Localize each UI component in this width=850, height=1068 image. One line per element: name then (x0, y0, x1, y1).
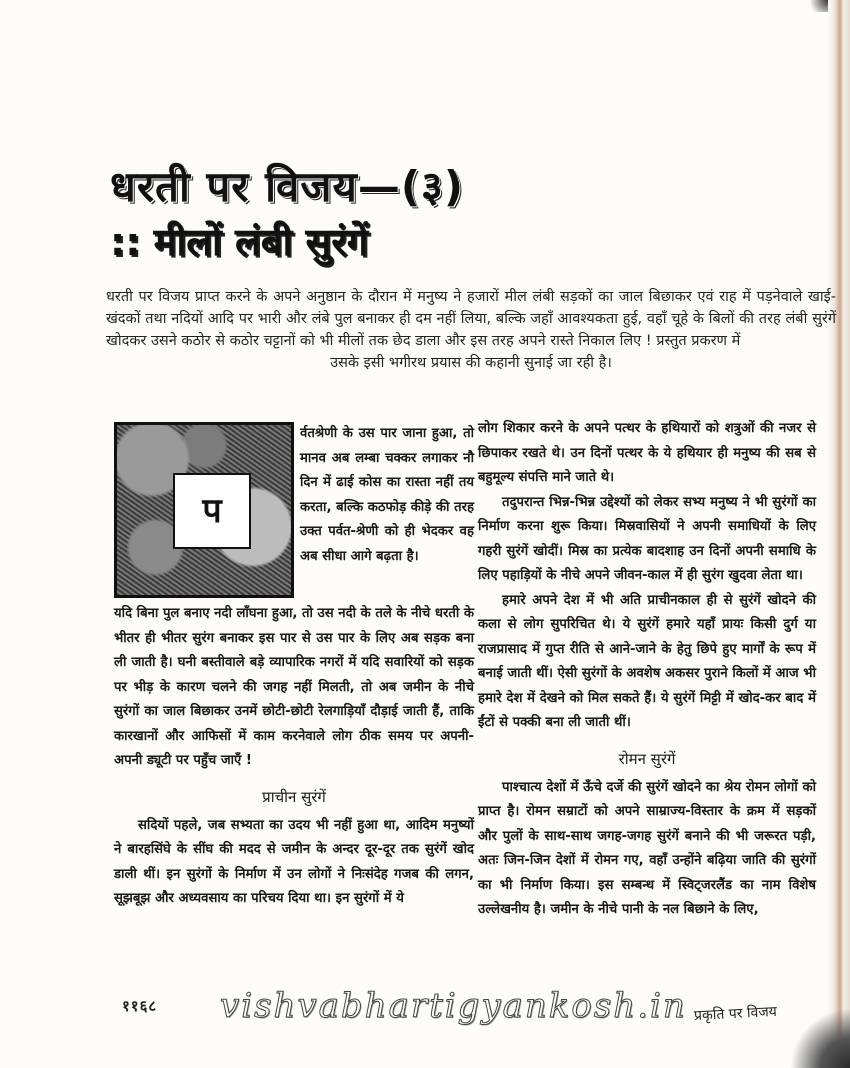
dropcap-illustration (114, 422, 294, 598)
left-paragraph-2: यदि बिना पुल बनाए नदी लाँघना हुआ, तो उस नदी के तले के नीचे धरती के भीतर ही भीतर सुरंग बनाकर इस पार से उस पार के लिए अब सड़क बना ली जाती है। घनी बस्तीवाले बड़े व्यापारिक नगरों में यदि सवारियों को सड़क पर भीड़ के कारण चलने की जगह नहीं मिलती, तो अब जमीन के नीचे सुरंगों का जाल बिछाकर उनमें छोटी-छोटी रेलगाड़ियाँ दौड़ाई जाती हैं, ताकि कारखानों और आफिसों में काम करनेवाले लोग ठीक समय पर अपनी-अपनी ड्यूटी पर पहुँच जाएँ ! (114, 606, 474, 768)
watermark: vishvabhartigyankosh.in (220, 986, 687, 1026)
right-column (478, 417, 816, 923)
page-binding-edge (828, 0, 850, 1068)
page-corner-shadow-top (808, 0, 828, 12)
left-paragraph-3: सदियों पहले, जब सभ्यता का उदय भी नहीं हुआ था, आदिम मनुष्यों ने बारहसिंघे के सींघ की मदद से जमीन के अन्दर दूर-दूर तक सुरंगें खोद डाली थीं। इन सुरंगों के निर्माण में उन लोगों ने निःसंदेह गजब की लगन, सूझबूझ और अध्यवसाय का परिचय दिया था। इन सुरंगों में ये (114, 817, 474, 906)
right-paragraph-3: हमारे अपने देश में भी अति प्राचीनकाल ही से सुरंगें खोदने की कला से लोग सुपरिचित थे। ये सुरंगें हमारे यहाँ प्रायः किसी दुर्ग या राजप्रासाद में गुप्त रीति से आने-जाने के हेतु छिपे हुए मार्गों के रूप में बनाई जाती थीं। ऐसी सुरंगों के अवशेष अकसर पुराने किलों में आज भी हमारे देश में देखने को मिल सकते हैं। ये सुरंगें मिट्टी में खोद-कर बाद में ईंटों से पक्की बना ली जाती थीं। (478, 592, 816, 730)
right-paragraph-4: पाश्चात्य देशों में ऊँचे दर्जे की सुरंगें खोदने का श्रेय रोमन लोगों को प्राप्त है। रोमन सम्राटों को अपने साम्राज्य-विस्तार के क्रम में सड़कों और पुलों के साथ-साथ जगह-जगह सुरंगें बनाने की भी जरूरत पड़ी, अतः जिन-जिन देशों में रोमन गए, वहाँ उन्होंने बढ़िया जाति की सुरंगों का भी निर्माण किया। इस सम्बन्ध में स्विट्जरलैंड का नाम विशेष उल्लेखनीय है। जमीन के नीचे पानी के नल बिछाने के लिए, (478, 779, 816, 917)
chapter-title: धरती पर विजय—(३) (110, 162, 465, 211)
right-paragraph-2: तदुपरान्त भिन्न-भिन्न उद्देश्यों को लेकर सभ्य मनुष्य ने भी सुरंगों का निर्माण करना शुरू किया। मिस्रवासियों ने अपनी समाधियों के लिए गहरी सुरंगें खोदीं। मिस्र का प्रत्येक बादशाह उन दिनों अपनी समाधि के लिए पहाड़ियों के नीचे अपने जीवन-काल में ही सुरंग खुदवा लेता था। (478, 494, 816, 583)
section-heading-ancient-tunnels: प्राचीन सुरंगें (262, 787, 326, 806)
intro-last-line: उसके इसी भगीरथ प्रयास की कहानी सुनाई जा रही है। (330, 355, 612, 371)
page-number: ११६८ (122, 997, 158, 1015)
section-heading-roman-tunnels: रोमन सुरंगें (618, 749, 676, 768)
left-column (114, 422, 474, 912)
intro-paragraph (106, 286, 836, 374)
chapter-subtitle: :: मीलों लंबी सुरंगें (110, 220, 369, 264)
dropcap-letter: प (173, 473, 251, 549)
right-paragraph-1: लोग शिकार करने के अपने पत्थर के हथियारों को शत्रुओं की नजर से छिपाकर रखते थे। उन दिनों पत्थर के ये हथियार ही मनुष्य की सब से बहुमूल्य संपत्ति माने जाते थे। (478, 421, 816, 485)
intro-text: धरती पर विजय प्राप्त करने के अपने अनुष्ठान के दौरान में मनुष्य ने हजारों मील लंबी सड़कों का जाल बिछाकर एवं राह में पड़नेवाले खाई-खंदकों तथा नदियों आदि पर भारी और लंबे पुल बनाकर ही दम नहीं लिया, बल्कि जहाँ आवश्यकता हुई, वहाँ चूहे के बिलों की तरह लंबी सुरंगें खोदकर उसने कठोर से कठोर चट्टानों को भी मीलों तक छेद डाला और इस तरह अपने रास्ते निकाल लिए ! प्रस्तुत प्रकरण में (106, 289, 836, 349)
page-corner-shadow-bottom (790, 1008, 850, 1068)
book-title-footer: प्रकृति पर विजय (693, 1003, 778, 1025)
left-paragraph-1: र्वतश्रेणी के उस पार जाना हुआ, तो मानव अब लम्बा चक्कर लगाकर नौ दिन में ढाई कोस का रास्ता नहीं तय करता, बल्कि कठफोड़ कीड़े की तरह उक्त पर्वत-श्रेणी को ही भेदकर वह अब सीधा आगे बढ़ता है। (300, 426, 474, 564)
